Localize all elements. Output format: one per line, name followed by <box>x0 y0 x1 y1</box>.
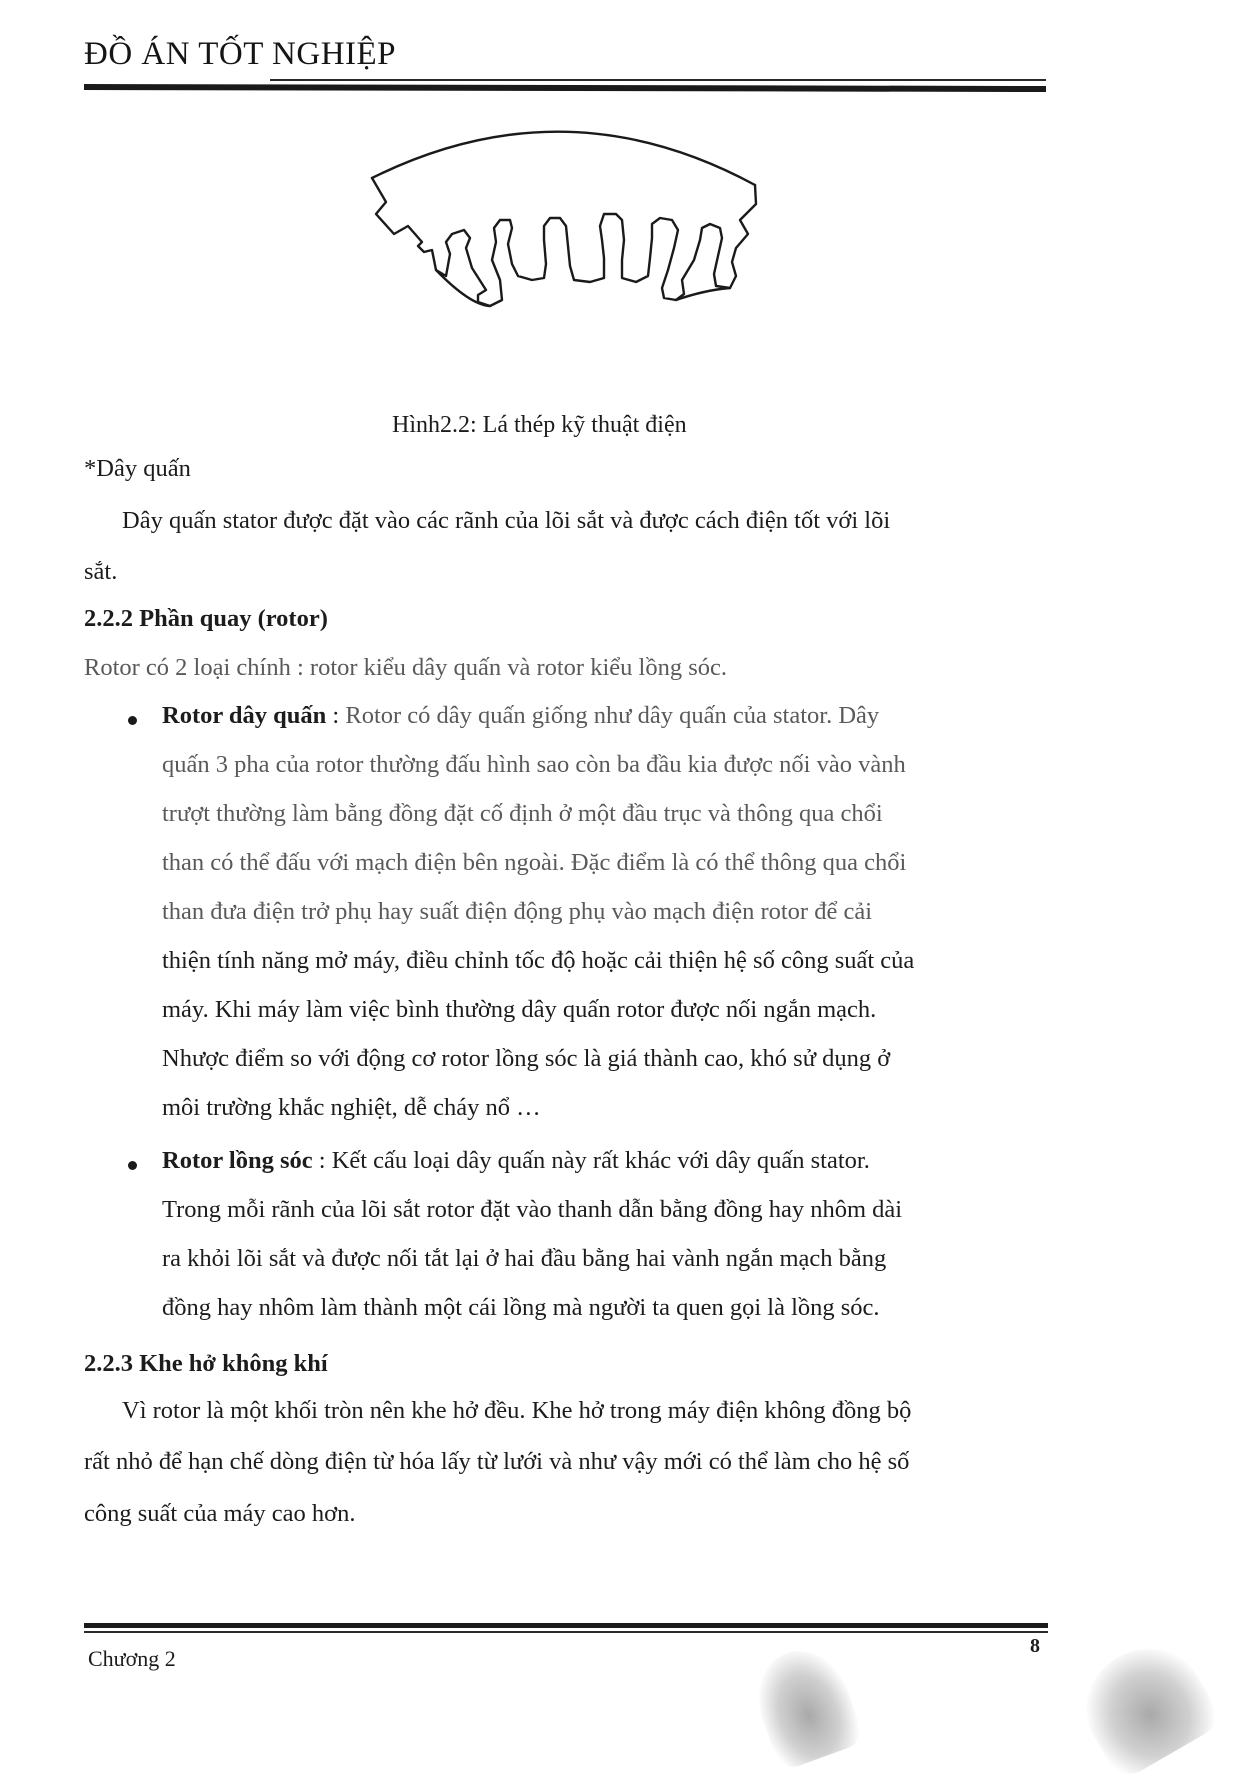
bullet1-line-5: than đưa điện trở phụ hay suất điện động phụ vào mạch điện rotor để cải <box>162 898 872 925</box>
rotor-intro: Rotor có 2 loại chính : rotor kiểu dây quấn và rotor kiểu lồng sóc. <box>84 654 727 681</box>
winding-label: *Dây quấn <box>84 455 191 482</box>
figure-caption: Hình2.2: Lá thép kỹ thuật điện <box>392 412 687 438</box>
bullet2-line-4: đồng hay nhôm làm thành một cái lồng mà người ta quen gọi là lồng sóc. <box>162 1294 880 1321</box>
bullet1-line-1: Rotor có dây quấn giống như dây quấn của stator. Dây <box>345 702 880 729</box>
bullet2-line-1: Kết cấu loại dây quấn này rất khác với dây quấn stator. <box>331 1147 870 1174</box>
section-heading-rotor: 2.2.2 Phần quay (rotor) <box>84 605 328 632</box>
bullet1-line-8: Nhược điểm so với động cơ rotor lồng sóc là giá thành cao, khó sử dụng ở <box>162 1045 891 1072</box>
winding-text-line-2: sắt. <box>84 558 118 585</box>
bullet2-line-3: ra khỏi lõi sắt và được nối tắt lại ở hai đầu bằng hai vành ngắn mạch bằng <box>162 1245 887 1272</box>
header-rule-thin <box>270 79 1046 81</box>
bullet-icon <box>128 1161 137 1170</box>
airgap-line-3: công suất của máy cao hơn. <box>84 1500 356 1527</box>
bullet2-line-2: Trong mỗi rãnh của lõi sắt rotor đặt vào thanh dẫn bằng đồng hay nhôm dài <box>162 1196 903 1223</box>
stator-lamination-figure <box>360 130 780 360</box>
airgap-line-1: Vì rotor là một khối tròn nên khe hở đều. Khe hở trong máy điện không đồng bộ <box>122 1397 912 1424</box>
bullet1-line-9: môi trường khắc nghiệt, dễ cháy nổ … <box>162 1094 541 1121</box>
bullet2-sep: : <box>312 1147 332 1174</box>
bullet2-term: Rotor lồng sóc <box>162 1147 313 1174</box>
winding-text-line-1: Dây quấn stator được đặt vào các rãnh của lõi sắt và được cách điện tốt với lõi <box>122 507 891 534</box>
bullet1-line-6: thiện tính năng mở máy, điều chỉnh tốc độ hoặc cải thiện hệ số công suất của <box>162 947 915 974</box>
bullet1-sep: : <box>326 702 346 729</box>
bullet1-line-7: máy. Khi máy làm việc bình thường dây quấn rotor được nối ngắn mạch. <box>162 996 877 1023</box>
footer-rule-thick <box>84 1623 1048 1628</box>
bullet1-first-line <box>162 702 879 730</box>
bullet-icon <box>128 716 137 725</box>
bullet1-line-4: than có thể đấu với mạch điện bên ngoài. Đặc điểm là có thể thông qua chổi <box>162 849 907 876</box>
bullet1-term: Rotor dây quấn <box>162 702 327 729</box>
footer-page-number: 8 <box>1030 1635 1040 1657</box>
footer-rule-thin <box>84 1631 1048 1633</box>
document-header-title: ĐỒ ÁN TỐT NGHIỆP <box>84 36 397 72</box>
bullet1-line-2: quấn 3 pha của rotor thường đấu hình sao còn ba đầu kia được nối vào vành <box>162 751 906 778</box>
scan-shadow-artifact <box>744 1638 866 1772</box>
scan-shadow-artifact <box>1066 1627 1225 1782</box>
airgap-line-2: rất nhỏ để hạn chế dòng điện từ hóa lấy từ lưới và như vậy mới có thể làm cho hệ số <box>84 1448 910 1475</box>
header-rule-thick <box>84 84 1046 92</box>
footer-chapter: Chương 2 <box>88 1646 176 1671</box>
bullet1-line-3: trượt thường làm bằng đồng đặt cố định ở một đầu trục và thông qua chổi <box>162 800 883 827</box>
stator-lamination-icon <box>372 132 756 306</box>
section-heading-airgap: 2.2.3 Khe hở không khí <box>84 1350 328 1377</box>
bullet2-first-line <box>162 1147 870 1175</box>
